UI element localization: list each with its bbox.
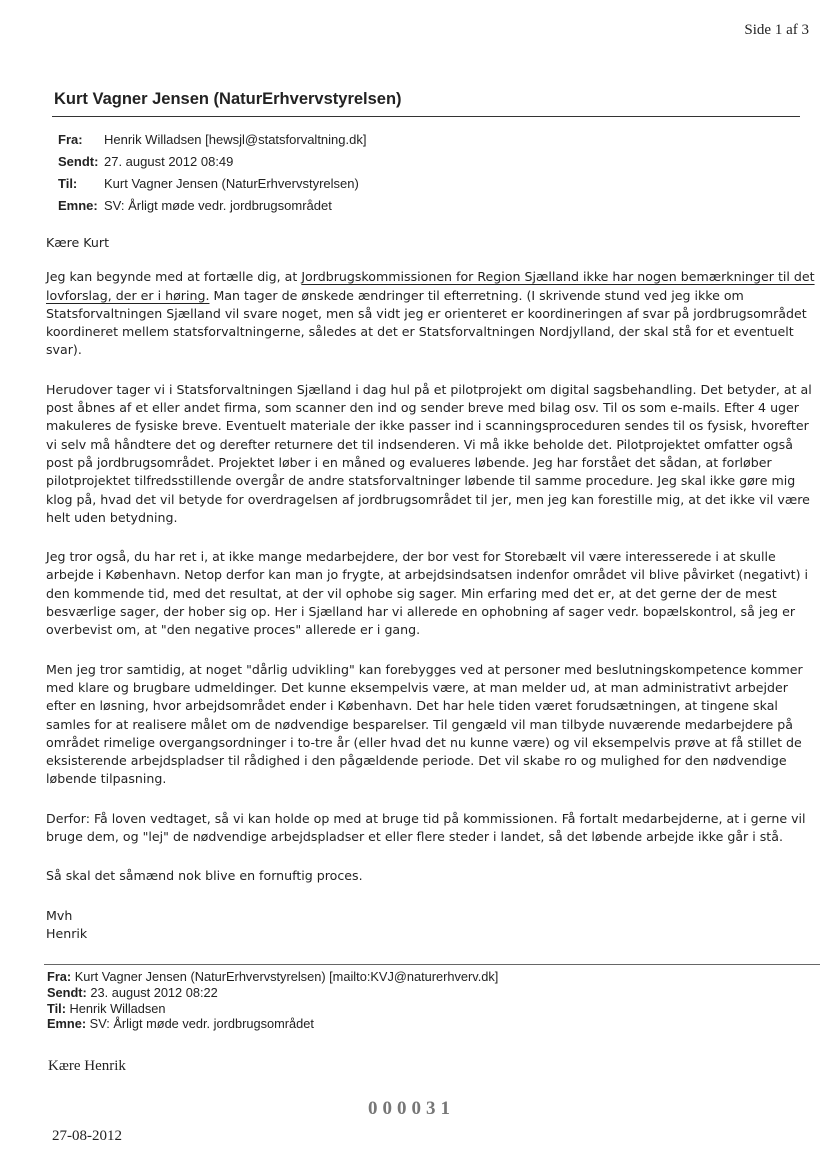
header-subject-row: [58, 194, 366, 216]
forward-divider: [44, 964, 820, 965]
fwd-sent-label: Sendt:: [47, 984, 87, 1000]
sent-label: Sendt:: [58, 153, 99, 169]
forwarded-greeting: Kære Henrik: [48, 1058, 126, 1074]
paragraph-6: Så skal det såmænd nok blive en fornuftig proces.: [46, 868, 363, 884]
paragraph-1-intro: Jeg kan begynde med at fortælle dig, at: [46, 269, 302, 285]
fwd-from-value: Kurt Vagner Jensen (NaturErhvervstyrelsen) [mailto:KVJ@naturerhverv.dk]: [74, 969, 499, 984]
email-header: [58, 128, 366, 216]
to-label: Til:: [58, 175, 78, 191]
paragraph-3: Jeg tror også, du har ret i, at ikke mange medarbejdere, der bor vest for Storebælt vil være interesserede i at skulle arbejde i København. Netop derfor kan man jo frygte, at arbejdsindsatsen indenfor området vil blive påvirket (negativt) i den kommende tid, med det resultat, at der vil ophobe sig sager. Min erfaring med det er, at det gerne der de mest besværlige sager, der hober sig op. Her i Sjælland har vi allerede en ophobning af sager vedr. bopælskontrol, så jeg er overbevist om, at "den negative proces" allerede er i gang.: [46, 549, 808, 638]
paragraph-1: [46, 268, 816, 359]
greeting: Kære Kurt: [46, 235, 110, 250]
page-stamp: 000031: [368, 1098, 455, 1119]
fwd-sent-value: 23. august 2012 08:22: [90, 984, 218, 1000]
fwd-to-label: Til:: [47, 1000, 66, 1016]
footer-date: 27-08-2012: [52, 1128, 122, 1144]
to-value: Kurt Vagner Jensen (NaturErhvervstyrelsen): [104, 175, 359, 191]
fwd-to-row: [47, 1001, 498, 1017]
header-from-row: [58, 128, 366, 150]
fwd-from-label: Fra:: [47, 969, 72, 984]
page-number: Side 1 af 3: [744, 22, 809, 38]
paragraph-1-underlined: Jordbrugskommissionen for Region Sjælland ikke har nogen bemærkninger til det lovforslag, der er i høring.: [46, 269, 815, 303]
from-value: Henrik Willadsen [hewsjl@statsforvaltning.dk]: [104, 131, 367, 147]
signature: [46, 907, 816, 944]
paragraph-1-rest: Man tager de ønskede ændringer til efterretning. (I skrivende stund ved jeg ikke om Statsforvaltningen Sjælland vil svare noget, men så vidt jeg er orienteret er koordineringen af svar på jordbrugsområdet koordineret mellem statsforvaltningerne, således at det er Statsforvaltningen Nordjylland, der skal stå for et eventuelt svar).: [46, 287, 807, 358]
sent-value: 27. august 2012 08:49: [104, 153, 234, 169]
sign-off: Mvh: [46, 907, 73, 923]
forwarded-header: [47, 969, 498, 1032]
fwd-sent-row: [47, 985, 498, 1001]
fwd-subject-row: [47, 1016, 498, 1032]
fwd-from-row: [47, 969, 498, 985]
title-divider: [52, 116, 800, 117]
from-label: Fra:: [58, 131, 83, 147]
paragraph-5: Derfor: Få loven vedtaget, så vi kan holde op med at bruge tid på kommissionen. Få fortalt medarbejderne, at i gerne vil bruge dem, og "lej" de nødvendige arbejdspladser et eller flere steder i landet, så det løbende arbejde ikke går i stå.: [46, 810, 806, 845]
header-sent-row: [58, 150, 366, 172]
header-to-row: [58, 172, 366, 194]
paragraph-4: Men jeg tror samtidig, at noget "dårlig udvikling" kan forebygges ved at personer med beslutningskompetence kommer med klare og brugbare udmeldinger. Det kunne eksempelvis være, at man melder ud, at man administrativt arbejder efter en løsning, hvor arbejdsområdet ender i København. Det har hele tiden været forudsætningen, at tingene skal samles for at realisere målet om de nødvendige besparelser. Til gengæld vil man tilbyde nuværende medarbejdere på området rimelige overgangsordninger i to-tre år (eller hvad det nu kunne være) og vil eksempelvis prøve at få stillet de eksisterende arbejdspladser til rådighed i den pågældende periode. Det vil skabe ro og mulighed for den nødvendige løbende tilpasning.: [46, 661, 803, 787]
sender-title: Kurt Vagner Jensen (NaturErhvervstyrelsen): [54, 90, 402, 108]
paragraph-2: Herudover tager vi i Statsforvaltningen Sjælland i dag hul på et pilotprojekt om digital sagsbehandling. Det betyder, at al post åbnes af et eller andet firma, som scanner den ind og sender breve med bilag osv. Til os som e-mails. Efter 4 uger makuleres de fysiske breve. Eventuelt materiale der ikke passer ind i scanningsproceduren sendes til os fysisk, hvorefter vi selv må håndtere det og derefter returnere det til indsenderen. Vi må ikke beholde det. Pilotprojektet omfatter også post på jordbrugsområdet. Projektet løber i en måned og evalueres løbende. Jeg har forstået det sådan, at forløber pilotprojektet tilfredsstillende overgår de andre statsforvaltninger løbende til samme procedure. Jeg skal ikke gøre mig klog på, hvad det vil betyde for overdragelsen af jordbrugsområdet til jer, men jeg kan forestille mig, at det ikke vil være helt uden betydning.: [46, 381, 812, 525]
email-body: [46, 234, 816, 943]
subject-value: SV: Årligt møde vedr. jordbrugsområdet: [104, 197, 332, 213]
fwd-subject-value: SV: Årligt møde vedr. jordbrugsområdet: [89, 1016, 314, 1032]
subject-label: Emne:: [58, 197, 98, 213]
fwd-subject-label: Emne:: [47, 1016, 87, 1032]
fwd-to-value: Henrik Willadsen: [69, 1000, 166, 1016]
sign-name: Henrik: [46, 925, 88, 941]
